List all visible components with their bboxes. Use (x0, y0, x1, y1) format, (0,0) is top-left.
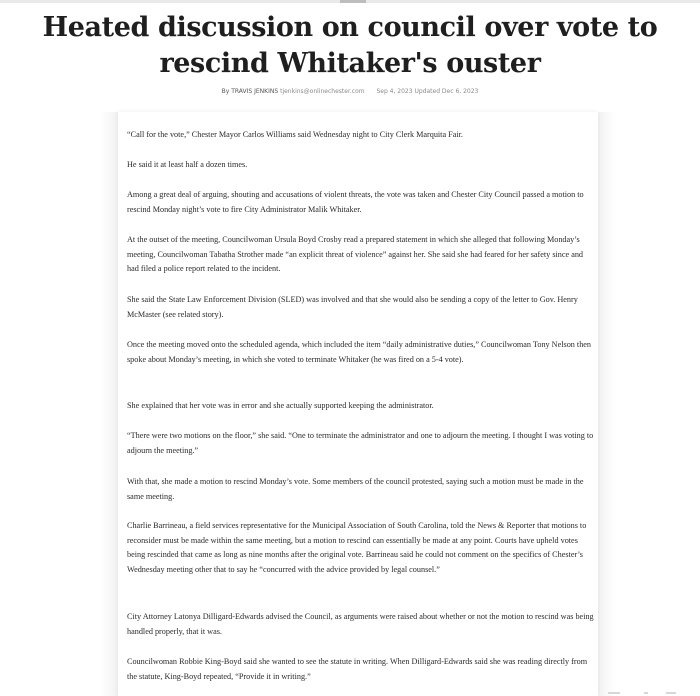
article-paragraph: At the outset of the meeting, Councilwoman Ursula Boyd Crosby read a prepared statement in which she alleged that following Monday’s meeting, Councilwoman Tabatha Strother made “an explicit threat of violence” against her. She said she had feared for her safety since and had filed a police report related to the incident. (127, 235, 584, 273)
footer-mark (608, 692, 620, 694)
article-paragraph: “Call for the vote,” Chester Mayor Carlos Williams said Wednesday night to City Clerk Marquita Fair. (127, 130, 463, 139)
article-paragraph: She said the State Law Enforcement Division (SLED) was involved and that she would also be sending a copy of the letter to Gov. Henry McMaster (see related story). (127, 295, 578, 319)
byline-author[interactable]: By TRAVIS JENKINS (221, 88, 279, 95)
article-paragraph: She explained that her vote was in error and she actually supported keeping the administrator. (127, 401, 434, 410)
byline-published-date: Sep 4, 2023 (376, 88, 413, 95)
article-paragraph: City Attorney Latonya Dilligard-Edwards advised the Council, as arguments were raised about whether or not the motion to rescind was being handled properly, that it was. (127, 612, 594, 636)
article-paragraph: He said it at least half a dozen times. (127, 160, 248, 169)
article-headline: Heated discussion on council over vote to rescind Whitaker's ouster (42, 12, 658, 79)
article-body (118, 112, 598, 696)
article-paragraph: With that, she made a motion to rescind Monday’s vote. Some members of the council protested, saying such a motion must be made in the same meeting. (127, 477, 584, 501)
page-shadow-left (100, 112, 118, 696)
article-paragraph: Among a great deal of arguing, shouting and accusations of violent threats, the vote was taken and Chester City Council passed a motion to rescind Monday night’s vote to fire City Administrator Malik Whitaker. (127, 190, 584, 214)
byline-email[interactable]: tjenkins@onlinechester.com (280, 88, 365, 95)
footer-mark (666, 692, 676, 694)
article-byline (0, 88, 700, 96)
page-shadow-right (598, 112, 616, 696)
article-paragraph: “There were two motions on the floor,” she said. “One to terminate the administrator and one to adjourn the meeting. I thought I was voting to adjourn the meeting.” (127, 431, 594, 455)
article-paragraph: Once the meeting moved onto the scheduled agenda, which included the item “daily administrative duties,” Councilwoman Tony Nelson then spoke about Monday’s meeting, in which she voted to terminate Whitaker (he was fired on a 5-4 vote). (127, 340, 592, 364)
article-paragraph: Councilwoman Robbie King-Boyd said she wanted to see the statute in writing. When Dilligard-Edwards said she was reading directly from the statute, King-Boyd repeated, “Provide it in writing.” (127, 657, 588, 681)
footer-mark (644, 692, 648, 694)
byline-updated-date: Updated Dec 6, 2023 (414, 88, 479, 95)
article-paragraph: Charlie Barrineau, a field services representative for the Municipal Association of South Carolina, told the News & Reporter that motions to reconsider must be made within the same meeting, but a motion to rescind can essentially be made at any point. Courts have upheld votes being rescinded that came as long as nine months after the original vote. Barrineau said he could not comment on the specifics of Chester’s Wednesday meeting other that to say he “concurred with the advice provided by legal counsel.” (127, 521, 587, 574)
top-notch (340, 0, 366, 3)
